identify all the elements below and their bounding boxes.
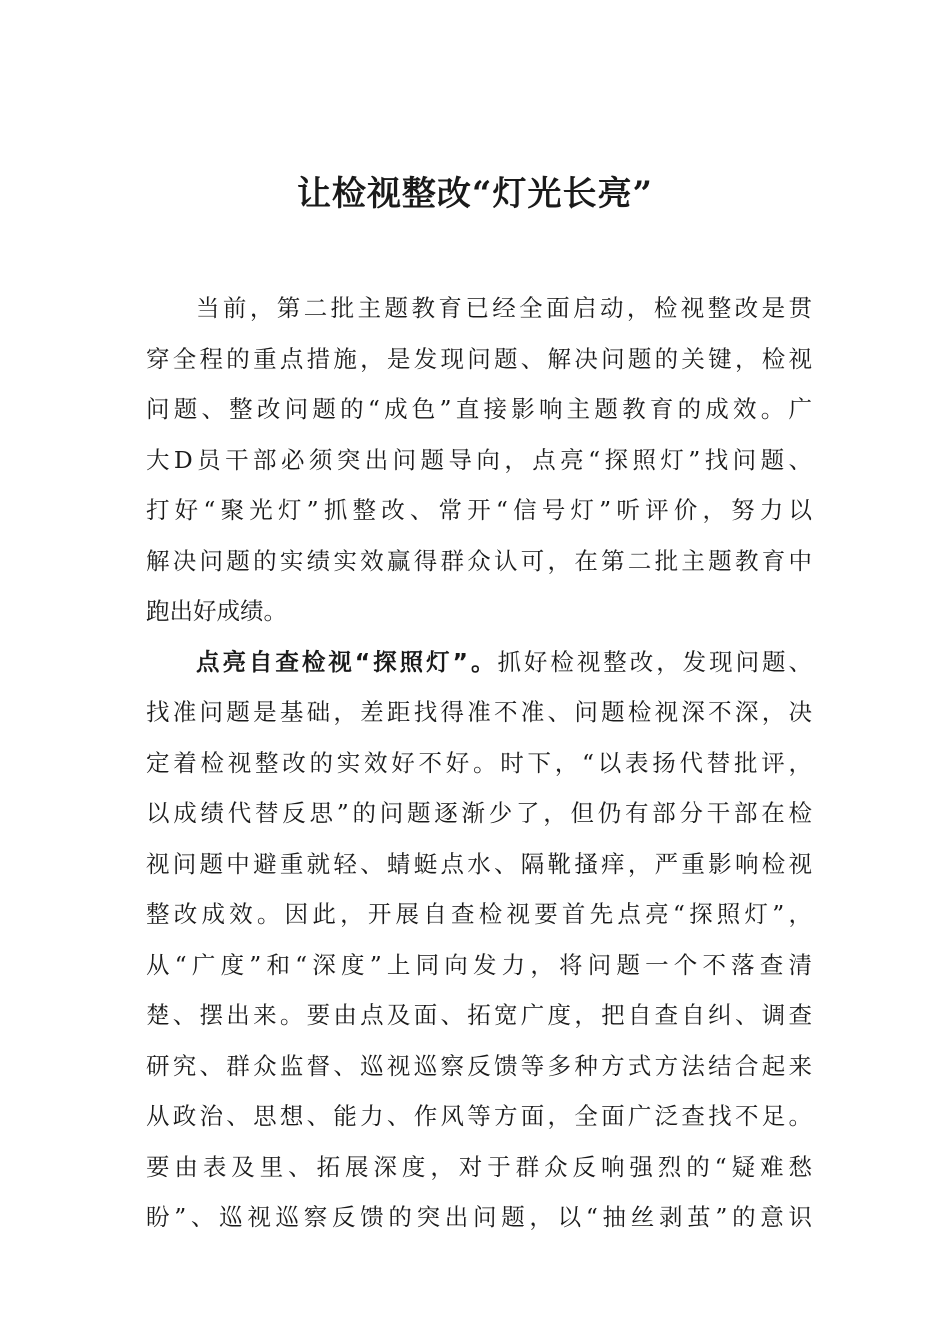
paragraph-line: 大D员干部必须突出问题导向，点亮“探照灯”找问题、 bbox=[146, 445, 812, 474]
paragraph-line: 整改成效。因此，开展自查检视要首先点亮“探照灯”， bbox=[146, 900, 812, 928]
document-title: 让检视整改“灯光长亮” bbox=[296, 174, 654, 214]
paragraph-line: 问题、整改问题的“成色”直接影响主题教育的成效。广 bbox=[146, 395, 812, 423]
document-body bbox=[146, 283, 812, 1243]
paragraph-line: 从政治、思想、能力、作风等方面，全面广泛查找不足。 bbox=[146, 1102, 812, 1130]
paragraph-line: 盼”、巡视巡察反馈的突出问题，以“抽丝剥茧”的意识 bbox=[146, 1203, 812, 1231]
paragraph-line: 打好“聚光灯”抓整改、常开“信号灯”听评价，努力以 bbox=[146, 496, 812, 524]
paragraph-line: 从“广度”和“深度”上同向发力，将问题一个不落查清 bbox=[146, 950, 812, 979]
paragraph-line: 研究、群众监督、巡视巡察反馈等多种方式方法结合起来 bbox=[146, 1051, 812, 1080]
paragraph-line: 定着检视整改的实效好不好。时下，“以表扬代替批评， bbox=[146, 748, 812, 777]
paragraph-line: 以成绩代替反思”的问题逐渐少了，但仍有部分干部在检 bbox=[146, 799, 812, 827]
paragraph-first-line bbox=[146, 637, 812, 688]
paragraph-line: 要由表及里、拓展深度，对于群众反响强烈的“疑难愁 bbox=[146, 1152, 812, 1181]
paragraph-line: 解决问题的实绩实效赢得群众认可，在第二批主题教育中 bbox=[146, 546, 812, 575]
paragraph-line: 跑出好成绩。 bbox=[146, 597, 287, 625]
paragraph-line: 找准问题是基础，差距找得准不准、问题检视深不深，决 bbox=[146, 698, 812, 726]
paragraph-line-rest: 抓好检视整改，发现问题、 bbox=[497, 647, 813, 676]
paragraph-line: 楚、摆出来。要由点及面、拓宽广度，把自查自纠、调查 bbox=[146, 1001, 812, 1029]
paragraph-line: 穿全程的重点措施，是发现问题、解决问题的关键，检视 bbox=[146, 344, 812, 373]
paragraph-intro bbox=[146, 283, 812, 637]
paragraph-searchlight bbox=[146, 637, 812, 1243]
paragraph-line: 当前，第二批主题教育已经全面启动，检视整改是贯 bbox=[196, 294, 812, 322]
section-heading: 点亮自查检视“探照灯”。 bbox=[196, 647, 498, 676]
paragraph-line: 视问题中避重就轻、蜻蜓点水、隔靴搔痒，严重影响检视 bbox=[146, 849, 812, 878]
